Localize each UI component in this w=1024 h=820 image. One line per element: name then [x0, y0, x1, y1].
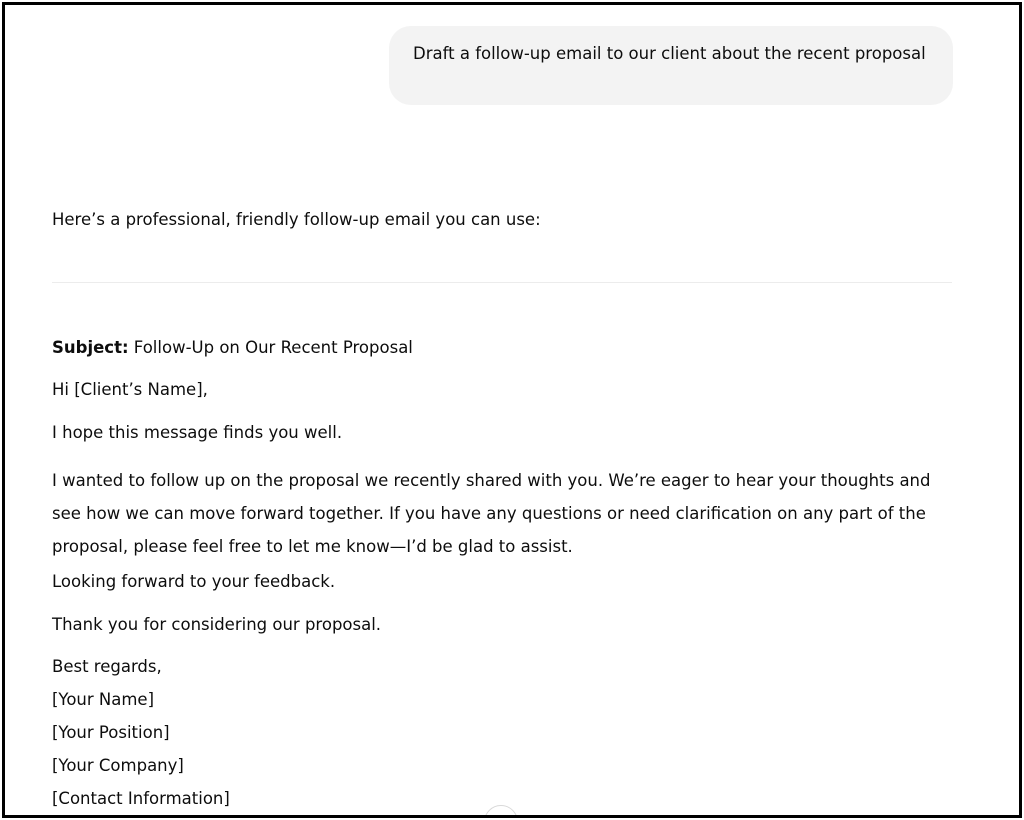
email-subject-line [52, 337, 413, 359]
email-subject-text: Follow-Up on Our Recent Proposal [128, 338, 413, 357]
assistant-intro: Here’s a professional, friendly follow-up email you can use: [52, 210, 541, 229]
email-thanks: Thank you for considering our proposal. [52, 615, 382, 634]
email-body-line: I wanted to follow up on the proposal we recently shared with you. We’re eager to hear your thoughts and [52, 471, 931, 490]
email-opening: I hope this message finds you well. [52, 423, 343, 442]
user-message-text: Draft a follow-up email to our client about the recent proposal [413, 44, 926, 63]
arrow-down-icon [501, 815, 502, 818]
signature-company: [Your Company] [52, 756, 184, 775]
email-greeting: Hi [Client’s Name], [52, 380, 208, 399]
signature-name: [Your Name] [52, 690, 155, 709]
email-subject-label: Subject: [52, 338, 129, 357]
email-body-paragraph [52, 464, 952, 563]
signature-contact: [Contact Information] [52, 789, 230, 808]
email-signoff: Best regards, [52, 657, 162, 676]
chat-window [2, 2, 1022, 818]
email-body-line: proposal, please feel free to let me know—I’d be glad to assist. [52, 537, 573, 556]
signature-position: [Your Position] [52, 723, 170, 742]
scroll-to-bottom-button[interactable] [484, 805, 518, 818]
divider [52, 282, 952, 283]
email-body-line: see how we can move forward together. If you have any questions or need clarification on any part of the [52, 504, 926, 523]
user-message-bubble [389, 26, 953, 105]
email-looking-forward: Looking forward to your feedback. [52, 572, 336, 591]
